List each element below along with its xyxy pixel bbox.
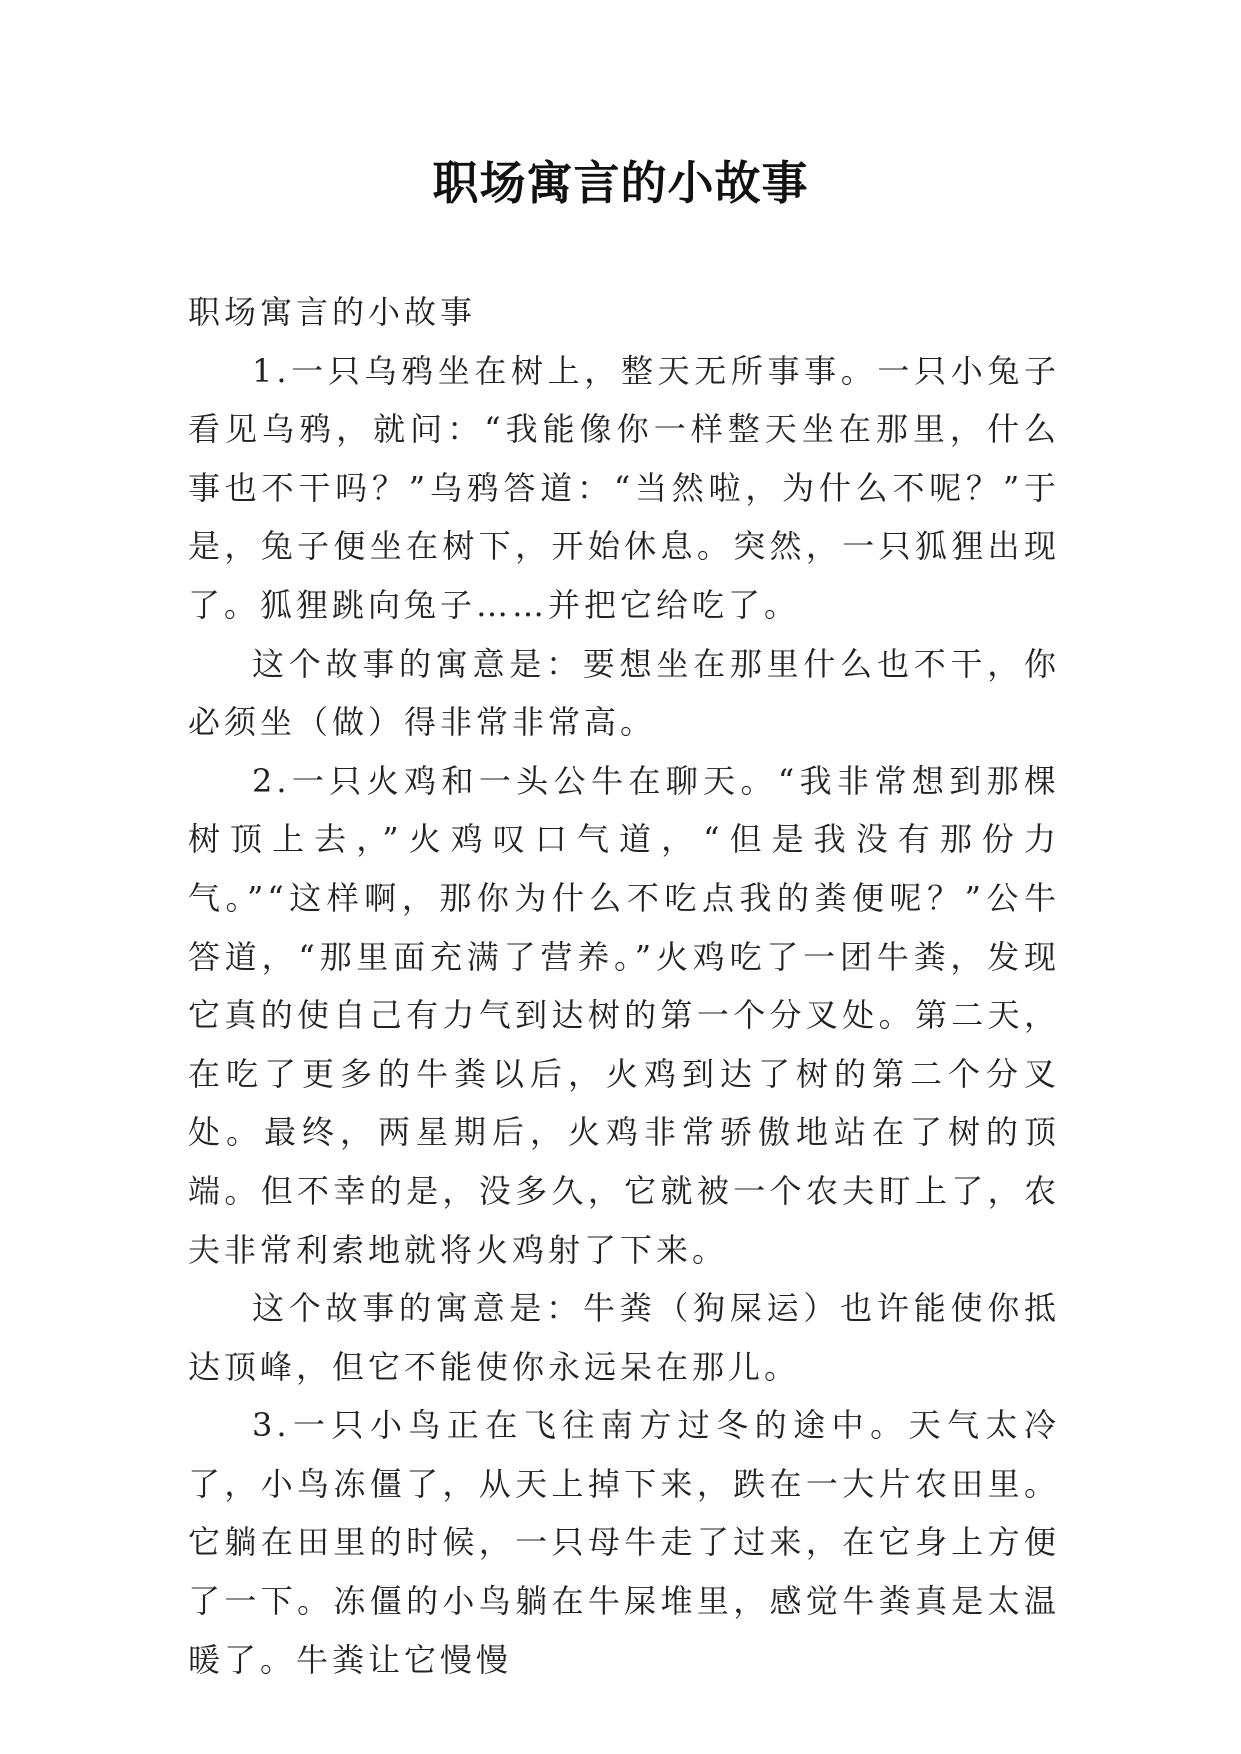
story-1-paragraph: 1.一只乌鸦坐在树上，整天无所事事。一只小兔子看见乌鸦，就问：“我能像你一样整天坐在那里，什么事也不干吗？”乌鸦答道：“当然啦，为什么不呢？”于是，兔子便坐在树下，开始休息。突然，一只狐狸出现了。狐狸跳向兔子……并把它给吃了。 <box>188 351 1060 624</box>
story-1-moral: 这个故事的寓意是：要想坐在那里什么也不干，你必须坐（做）得非常非常高。 <box>188 644 1060 742</box>
story-2-moral: 这个故事的寓意是：牛粪（狗屎运）也许能使你抵达顶峰，但它不能使你永远呆在那儿。 <box>188 1289 1060 1386</box>
document-body <box>188 283 1060 1689</box>
document-subtitle: 职场寓言的小故事 <box>188 293 477 331</box>
story-2-paragraph: 2.一只火鸡和一头公牛在聊天。“我非常想到那棵树顶上去，”火鸡叹口气道，“但是我没有那份力气。”“这样啊，那你为什么不吃点我的粪便呢？”公牛答道，“那里面充满了营养。”火鸡吃了一团牛粪，发现它真的使自己有力气到达树的第一个分叉处。第二天，在吃了更多的牛粪以后，火鸡到达了树的第二个分叉处。最终，两星期后，火鸡非常骄傲地站在了树的顶端。但不幸的是，没多久，它就被一个农夫盯上了，农夫非常利索地就将火鸡射了下来。 <box>188 761 1060 1269</box>
document-title: 职场寓言的小故事 <box>432 156 809 210</box>
story-3-paragraph: 3.一只小鸟正在飞往南方过冬的途中。天气太冷了，小鸟冻僵了，从天上掉下来，跌在一大片农田里。它躺在田里的时候，一只母牛走了过来，在它身上方便了一下。冻僵的小鸟躺在牛屎堆里，感觉牛粪真是太温暖了。牛粪让它慢慢 <box>188 1406 1060 1679</box>
